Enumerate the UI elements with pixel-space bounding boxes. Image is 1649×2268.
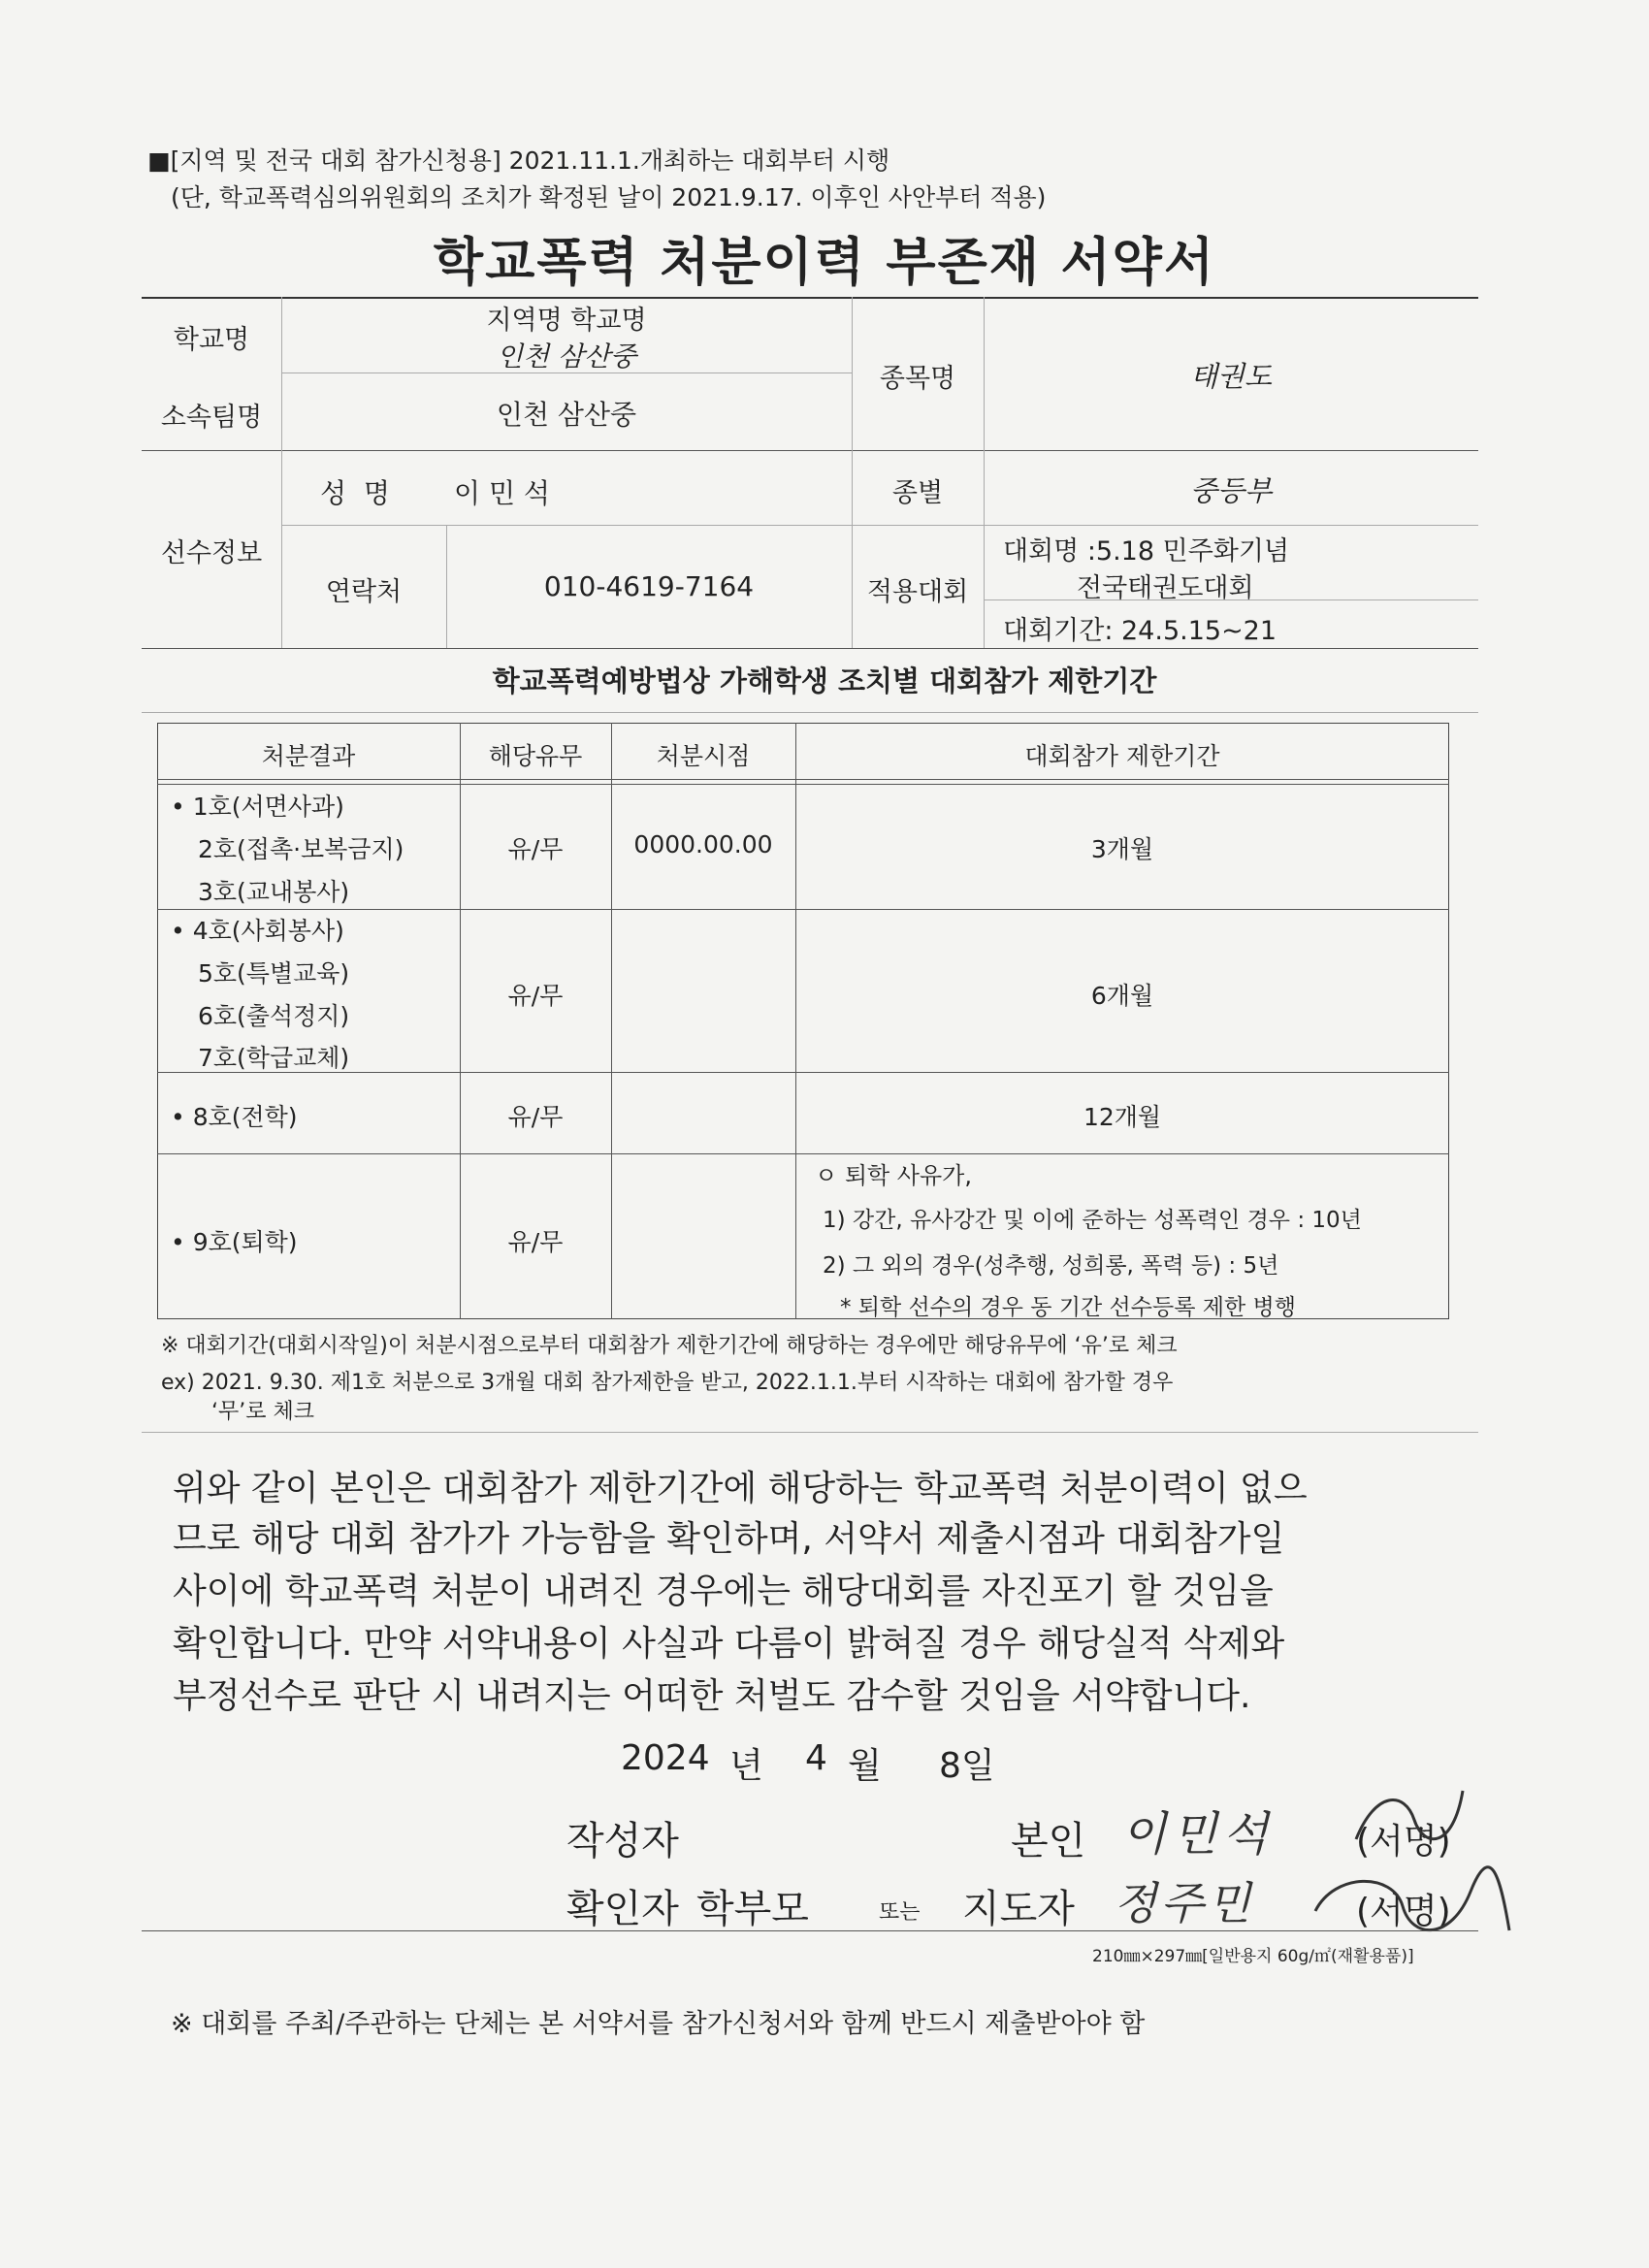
restriction-title-line	[142, 712, 1478, 713]
note-divider	[142, 1432, 1478, 1433]
signature-line	[142, 1930, 1478, 1931]
event-value: 태권도	[1189, 360, 1273, 393]
table-row-line	[157, 909, 1449, 910]
row3-applies: 유/무	[507, 1103, 564, 1131]
document-title: 학교폭력 처분이력 부존재 서약서	[433, 233, 1216, 292]
row4-period-4: * 퇴학 선수의 경우 동 기간 선수등록 제한 병행	[840, 1295, 1296, 1320]
pledge-line-3: 사이에 학교폭력 처분이 내려진 경우에는 해당대회를 자진포기 할 것임을	[173, 1571, 1274, 1611]
info-bottom-line	[142, 648, 1478, 649]
header-result: 처분결과	[261, 742, 356, 770]
row2-result-3: 6호(출석정지)	[198, 1002, 350, 1030]
row2-period: 6개월	[1090, 982, 1154, 1010]
header-line-2: (단, 학교폭력심의위원회의 조치가 확정된 날이 2021.9.17. 이후인 사안부터 적용)	[171, 183, 1047, 211]
row2-result-2: 5호(특별교육)	[198, 959, 350, 988]
table-col-line	[795, 723, 796, 1319]
row1-result-3: 3호(교내봉사)	[198, 878, 350, 906]
date-month: 4	[805, 1738, 827, 1778]
header-period: 대회참가 제한기간	[1024, 742, 1220, 770]
gender-value: 중등부	[1189, 474, 1273, 507]
competition-period: 대회기간: 24.5.15~21	[1003, 616, 1277, 646]
school-value: 인천 삼산중	[496, 340, 637, 373]
info-line	[281, 525, 1478, 526]
date-day: 8일	[939, 1746, 995, 1786]
player-info-label: 선수정보	[160, 538, 263, 568]
header-line-1: ■[지역 및 전국 대회 참가신청용] 2021.11.1.개최하는 대회부터 시행	[147, 146, 890, 175]
pledge-line-4: 확인합니다. 만약 서약내용이 사실과 다름이 밝혀질 경우 해당실적 삭제와	[173, 1624, 1285, 1664]
note-2: ex) 2021. 9.30. 제1호 처분으로 3개월 대회 참가제한을 받고, 2022.1.1.부터 시작하는 대회에 참가할 경우	[161, 1371, 1174, 1395]
table-row-line	[157, 1072, 1449, 1073]
coach-signature: 정주민	[1114, 1877, 1255, 1929]
row4-result-1: • 9호(퇴학)	[171, 1228, 298, 1256]
paper-spec: 210㎜×297㎜[일반용지 60g/㎡(재활용품)]	[1092, 1947, 1414, 1966]
sign-mark-2: (서명)	[1356, 1892, 1451, 1931]
date-year-unit: 년	[729, 1746, 763, 1786]
school-sublabel: 지역명 학교명	[486, 306, 647, 336]
parent-label: 학부모	[696, 1887, 809, 1931]
table-header-line-double	[157, 784, 1449, 785]
header-date: 처분시점	[656, 742, 751, 770]
applied-competition-label: 적용대회	[866, 577, 969, 607]
contact-value: 010-4619-7164	[543, 570, 755, 602]
signature-scribble-1	[1346, 1781, 1472, 1859]
confirmer-label: 확인자	[566, 1887, 679, 1931]
row1-applies: 유/무	[507, 835, 564, 863]
row2-result-4: 7호(학급교체)	[198, 1044, 350, 1072]
date-year: 2024	[621, 1738, 710, 1778]
row2-applies: 유/무	[507, 982, 564, 1010]
team-value: 인천 삼산중	[496, 399, 637, 431]
self-label: 본인	[1011, 1819, 1086, 1863]
date-month-unit: 월	[848, 1746, 882, 1786]
row1-date: 0000.00.00	[633, 830, 773, 859]
table-header-line	[157, 779, 1449, 780]
table-row-line	[157, 1153, 1449, 1154]
note-1: ※ 대회기간(대회시작일)이 처분시점으로부터 대회참가 제한기간에 해당하는 경우에만 해당유무에 ‘유’로 체크	[161, 1334, 1178, 1358]
row4-period-1: ㅇ 퇴학 사유가,	[815, 1162, 972, 1189]
writer-label: 작성자	[566, 1819, 679, 1863]
row1-result-2: 2호(접촉·보복금지)	[198, 835, 404, 863]
or-label: 또는	[879, 1900, 921, 1925]
row3-period: 12개월	[1083, 1103, 1162, 1131]
pledge-line-2: 므로 해당 대회 참가가 가능함을 확인하며, 서약서 제출시점과 대회참가일	[173, 1519, 1285, 1559]
row3-result-1: • 8호(전학)	[171, 1103, 298, 1131]
row2-result-1: • 4호(사회봉사)	[171, 917, 344, 945]
table-col-line	[611, 723, 612, 1319]
contact-label: 연락처	[325, 577, 403, 607]
gender-label: 종별	[891, 478, 944, 508]
note-3: ‘무’로 체크	[211, 1400, 314, 1424]
event-label: 종목명	[879, 364, 956, 394]
name-label: 성 명	[320, 477, 390, 509]
team-label: 소속팀명	[160, 403, 263, 433]
header-applies: 해당유무	[488, 742, 583, 770]
row4-period-3: 2) 그 외의 경우(성추행, 성희롱, 폭력 등) : 5년	[823, 1253, 1279, 1279]
self-signature: 이민석	[1121, 1807, 1275, 1862]
row4-period-2: 1) 강간, 유사강간 및 이에 준하는 성폭력인 경우 : 10년	[823, 1208, 1362, 1233]
name-value: 이 민 석	[454, 477, 550, 509]
restriction-title: 학교폭력예방법상 가해학생 조치별 대회참가 제한기간	[492, 664, 1157, 697]
pledge-line-1: 위와 같이 본인은 대회참가 제한기간에 해당하는 학교폭력 처분이력이 없으	[173, 1469, 1308, 1508]
competition-name: 대회명 :5.18 민주화기념	[1003, 536, 1290, 567]
sign-mark-1: (서명)	[1356, 1822, 1451, 1862]
signature-scribble-2	[1306, 1863, 1519, 1950]
competition-name-2: 전국태권도대회	[1077, 573, 1254, 603]
row4-applies: 유/무	[507, 1228, 564, 1256]
coach-label: 지도자	[962, 1887, 1075, 1931]
footer-note: ※ 대회를 주최/주관하는 단체는 본 서약서를 참가신청서와 함께 반드시 제출받아야 함	[171, 2009, 1146, 2039]
school-label: 학교명	[173, 325, 250, 355]
info-line	[142, 450, 1478, 451]
pledge-line-5: 부정선수로 판단 시 내려지는 어떠한 처벌도 감수할 것임을 서약합니다.	[173, 1676, 1251, 1716]
row1-result-1: • 1호(서면사과)	[171, 793, 344, 821]
row1-period: 3개월	[1090, 835, 1154, 863]
